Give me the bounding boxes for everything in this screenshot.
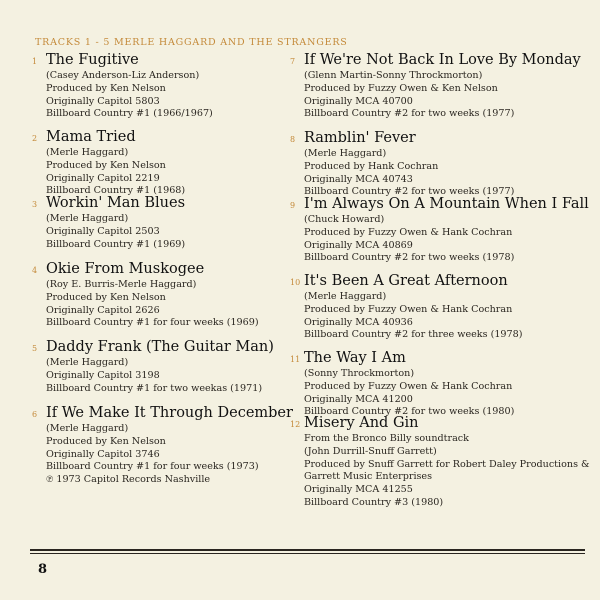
track-chart: Billboard Country #1 (1969) [46,238,186,250]
track-writers: (Merle Haggard) [46,423,129,434]
track-title: If We're Not Back In Love By Monday [304,52,581,68]
track-producer: Produced by Ken Nelson [46,159,166,171]
footer-rule-thin [30,553,585,554]
track-title: Okie From Muskogee [46,261,205,277]
track-title: I'm Always On A Mountain When I Fall [304,196,589,212]
track-title: If We Make It Through December [46,405,293,421]
track-chart: Billboard Country #3 (1980) [304,496,444,508]
track-chart: Billboard Country #2 for two weeks (1980) [304,406,515,418]
track-writers: (Merle Haggard) [304,291,387,302]
copyright-notice: ℗ 1973 Capitol Records Nashville [46,474,211,486]
track-writers: (John Durrill-Snuff Garrett) [304,445,437,457]
track-entry [30,405,300,495]
track-producer-cont: Garrett Music Enterprises [304,471,433,483]
track-number: 1 [32,57,38,66]
track-title: Workin' Man Blues [46,195,186,211]
track-chart: Billboard Country #1 for four weeks (1973) [46,461,259,473]
section-header: TRACKS 1 - 5 MERLE HAGGARD AND THE STRANGERS [35,37,348,48]
track-number: 8 [290,135,296,144]
track-entry [288,415,588,515]
track-entry [288,130,588,198]
track-entry [30,52,300,125]
track-entry [30,195,300,257]
track-title: The Fugitive [46,52,139,68]
track-chart: Billboard Country #2 for three weeks (1978) [304,329,523,341]
track-title: It's Been A Great Afternoon [304,273,508,289]
track-entry [30,129,300,197]
track-writers: (Merle Haggard) [46,147,129,158]
track-chart: Billboard Country #1 for four weeks (1969) [46,317,259,329]
track-release: Originally MCA 40743 [304,173,413,185]
track-number: 4 [32,266,38,275]
track-release: Originally Capitol 2219 [46,172,160,184]
track-entry [30,261,300,335]
track-chart: Billboard Country #2 for two weeks (1977) [304,186,515,198]
track-number: 11 [290,355,301,364]
track-release: Originally Capitol 3198 [46,369,160,381]
track-producer: Produced by Fuzzy Owen & Ken Nelson [304,82,498,94]
track-number: 10 [290,278,301,287]
track-writers: (Casey Anderson-Liz Anderson) [46,70,200,81]
track-producer: Produced by Ken Nelson [46,291,166,303]
tracklist-right-column [288,48,588,515]
track-chart: Billboard Country #1 (1966/1967) [46,108,213,120]
track-release: Originally MCA 40700 [304,95,413,107]
track-writers: (Chuck Howard) [304,214,385,225]
track-producer: Produced by Ken Nelson [46,435,166,447]
track-producer: Produced by Hank Cochran [304,160,439,172]
track-producer: Produced by Ken Nelson [46,82,166,94]
track-title: The Way I Am [304,350,406,366]
footer-rule-thick [30,549,585,551]
track-entry [288,196,588,269]
track-producer: Produced by Snuff Garrett for Robert Daley Productions & [304,458,590,470]
track-release: Originally Capitol 2503 [46,225,160,237]
track-writers: (Merle Haggard) [46,213,129,224]
tracklist-left-column [30,48,300,495]
track-number: 9 [290,201,296,210]
track-release: Originally MCA 40869 [304,239,413,251]
track-release: Originally MCA 40936 [304,316,413,328]
track-chart: Billboard Country #2 for two weeks (1977) [304,108,515,120]
track-writers: (Roy E. Burris-Merle Haggard) [46,279,197,290]
track-writers: (Merle Haggard) [304,148,387,159]
track-release: Originally MCA 41200 [304,393,413,405]
track-entry [288,350,588,418]
track-number: 2 [32,134,38,143]
track-writers: (Sonny Throckmorton) [304,368,415,379]
track-number: 12 [290,420,301,429]
track-chart: Billboard Country #2 for two weeks (1978) [304,252,515,264]
track-number: 6 [32,410,38,419]
track-title: Mama Tried [46,129,136,145]
track-writers: (Merle Haggard) [46,357,129,368]
track-producer: Produced by Fuzzy Owen & Hank Cochran [304,226,513,238]
track-producer: Produced by Fuzzy Owen & Hank Cochran [304,303,513,315]
track-title: Ramblin' Fever [304,130,416,146]
track-chart: Billboard Country #1 (1968) [46,185,186,197]
track-release: Originally Capitol 5803 [46,95,160,107]
track-release: Originally MCA 41255 [304,484,413,496]
track-title: Misery And Gin [304,415,419,431]
track-number: 5 [32,344,38,353]
track-soundtrack-note: From the Bronco Billy soundtrack [304,433,469,444]
track-entry [30,339,300,401]
track-chart: Billboard Country #1 for two weekas (1971) [46,382,263,394]
track-title: Daddy Frank (The Guitar Man) [46,339,274,355]
track-number: 7 [290,57,296,66]
track-writers: (Glenn Martin-Sonny Throckmorton) [304,70,483,81]
track-release: Originally Capitol 2626 [46,304,160,316]
track-release: Originally Capitol 3746 [46,448,160,460]
page-number: 8 [38,562,48,577]
track-producer: Produced by Fuzzy Owen & Hank Cochran [304,380,513,392]
track-number: 3 [32,200,38,209]
track-entry [288,52,588,126]
track-entry [288,273,588,346]
